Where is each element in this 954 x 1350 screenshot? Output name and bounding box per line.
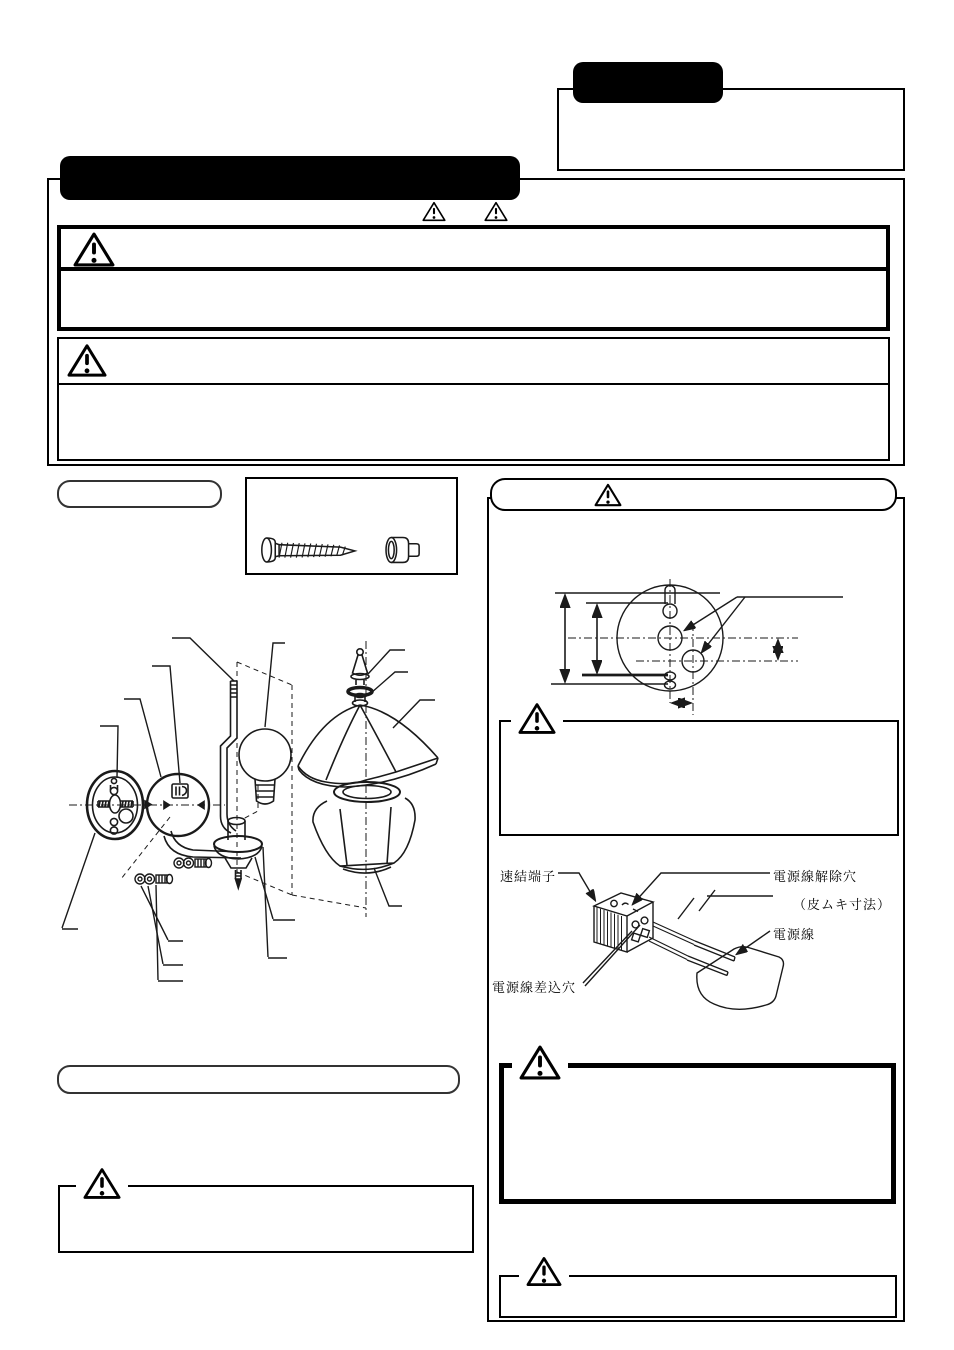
screw-and-anchor-icon: [247, 479, 456, 573]
exploded-parts-diagram: [55, 595, 475, 1020]
label-power-wire-insert-hole: 電源線差込穴: [492, 980, 577, 995]
warning-box-wiring: [499, 1063, 896, 1204]
label-power-wire: 電源線: [773, 927, 816, 942]
finial-and-washer: [348, 649, 372, 696]
label-power-wire-release-hole: 電源線解除穴: [773, 869, 858, 884]
model-number-badge: [573, 62, 723, 103]
warning-triangle-icon: [511, 702, 563, 735]
installation-title-box: [490, 478, 897, 511]
warning-triangle-icon: [73, 231, 115, 268]
socket-assembly: [214, 818, 262, 889]
mounting-hole-diagram: [540, 575, 860, 720]
warning-box-danger: [57, 225, 890, 331]
warning-triangle-icon: [519, 1256, 569, 1287]
warning-box-caution: [57, 337, 890, 461]
warning-box-mounting: [499, 720, 899, 836]
warning-box-final: [499, 1275, 897, 1318]
label-strip-length: （皮ムキ寸法）: [793, 897, 892, 912]
label-quick-connect-terminal: 速結端子: [500, 869, 557, 884]
included-parts-box: [245, 477, 458, 575]
warning-triangle-icon: [484, 201, 508, 222]
lantern-body: [313, 782, 415, 873]
arm-pipe: [164, 681, 241, 858]
warning-triangle-icon: [594, 483, 622, 507]
wiring-diagram: [490, 855, 905, 1030]
warning-triangle-icon: [512, 1044, 568, 1081]
warning-box-left-lower: [58, 1185, 474, 1253]
warning-triangle-icon: [422, 201, 446, 222]
title-bar: [60, 156, 520, 200]
light-bulb-icon: [239, 729, 291, 804]
warning-box-danger-header: [61, 229, 886, 271]
section-title-box: [57, 1065, 460, 1094]
screw-set-1: [174, 858, 212, 868]
screw-set-2: [135, 874, 173, 884]
lantern-shade: [298, 694, 438, 788]
parts-title-box: [57, 480, 222, 508]
warning-triangle-icon: [67, 343, 107, 378]
warning-triangle-icon: [76, 1167, 128, 1200]
warning-box-caution-header: [59, 339, 888, 385]
callout-leader-lines: [62, 638, 435, 981]
